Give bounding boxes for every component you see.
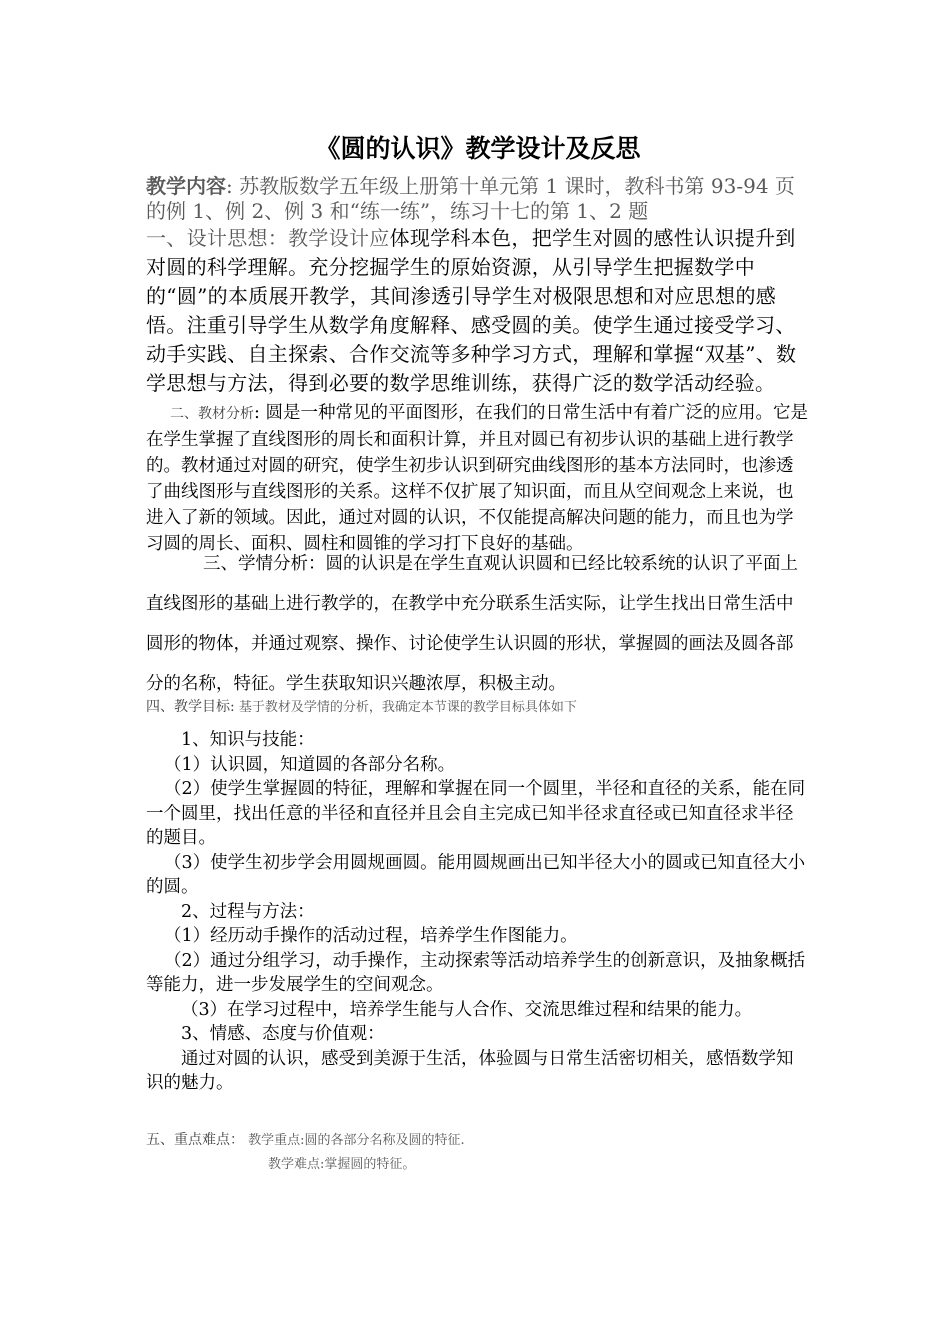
key-points-section	[146, 1128, 810, 1177]
knowledge-skills-heading: 1、知识与技能：	[181, 730, 315, 750]
process-item-1: （1）经历动手操作的活动过程，培养学生作图能力。	[164, 926, 578, 946]
design-idea-text: 体现学科本色，把学生对圆的感性认识提升到对圆的科学理解。充分挖掘学生的原始资源，从引导学生把握数学中的“圆”的本质展开教学，其间渗透引导学生对极限思想和对应思想的感悟。注重引导学生从数学角度解释、感受圆的美。使学生通过接受学习、动手实践、自主探索、合作交流等多种学习方式，理解和掌握“双基”、数学思想与方法，得到必要的数学思维训练，获得广泛的数学活动经验。	[146, 226, 797, 395]
process-item-2: （2）通过分组学习，动手操作，主动探索等活动培养学生的创新意识，及抽象概括等能力，进一步发展学生的空间观念。	[146, 950, 806, 995]
design-idea-paragraph	[146, 224, 810, 398]
material-analysis-paragraph	[146, 400, 810, 557]
teaching-goals-intro: 基于教材及学情的分析，我确定本节课的教学目标具体如下	[234, 700, 577, 715]
process-item-3: （3）在学习过程中，培养学生能与人合作、交流思维过程和结果的能力。	[181, 999, 753, 1020]
document-title: 《圆的认识》教学设计及反思	[315, 134, 641, 163]
process-methods-heading: 2、过程与方法：	[181, 901, 315, 922]
material-analysis-text: : 圆是一种常见的平面图形，在我们的日常生活中有着广泛的应用。它是在学生掌握了直线图形的周长和面积计算，并且对圆已有初步认识的基础上进行教学的。教材通过对圆的研究，使学生初步认识到研究曲线图形的基本方法同时，也渗透了曲线图形与直线图形的关系。这样不仅扩展了知识面，而且从空间观念上来说，也进入了新的领域。因此，通过对圆的认识，不仅能提高解决问题的能力，而且也为学习圆的周长、面积、圆柱和圆锥的学习打下良好的基础。	[146, 403, 808, 554]
teaching-goals-label: 四、教学目标:	[146, 699, 235, 715]
key-points-line	[146, 1128, 810, 1153]
emotion-item-1: 通过对圆的认识，感受到美源于生活，体验圆与日常生活密切相关，感悟数学知识的魅力。	[146, 1048, 794, 1093]
teaching-content-label: 教学内容	[146, 174, 226, 198]
emotion-values-heading: 3、情感、态度与价值观：	[181, 1024, 385, 1044]
knowledge-item-3: （3）使学生初步学会用圆规画圆。能用圆规画出已知半径大小的圆或已知直径大小的圆。	[146, 852, 806, 897]
teaching-focus-text: 教学重点:圆的各部分名称及圆的特征.	[244, 1133, 465, 1148]
student-analysis-label: 三、学情分析：	[203, 554, 326, 574]
teaching-goals-list	[146, 728, 810, 1096]
student-analysis-paragraph	[146, 544, 810, 704]
material-analysis-label: 二、教材分析	[170, 406, 254, 422]
design-idea-label: 一、设计思想：教学设计应	[146, 226, 390, 250]
teaching-difficulty-text: 教学难点:掌握圆的特征。	[268, 1157, 416, 1172]
knowledge-item-1: （1）认识圆，知道圆的各部分名称。	[164, 754, 456, 775]
student-analysis-text: 圆的认识是在学生直观认识圆和已经比较系统的认识了平面上直线图形的基础上进行教学的，在教学中充分联系生活实际，让学生找出日常生活中圆形的物体，并通过观察、操作、讨论使学生认识圆的形状，掌握圆的画法及圆各部分的名称，特征。学生获取知识兴趣浓厚，积极主动。	[146, 554, 798, 694]
teaching-content-text: : 苏教版数学五年级上册第十单元第 1 课时，教科书第 93-94 页的例 1、例 2、例 3 和“练一练”，练习十七的第 1、2 题	[146, 174, 795, 223]
key-points-label: 五、重点难点：	[146, 1132, 244, 1148]
knowledge-item-2: （2）使学生掌握圆的特征，理解和掌握在同一个圆里，半径和直径的关系，能在同一个圆里，找出任意的半径和直径并且会自主完成已知半径求直径或已知直径求半径的题目。	[146, 779, 806, 848]
teaching-goals-heading	[146, 696, 810, 719]
teaching-content-paragraph	[146, 174, 810, 224]
